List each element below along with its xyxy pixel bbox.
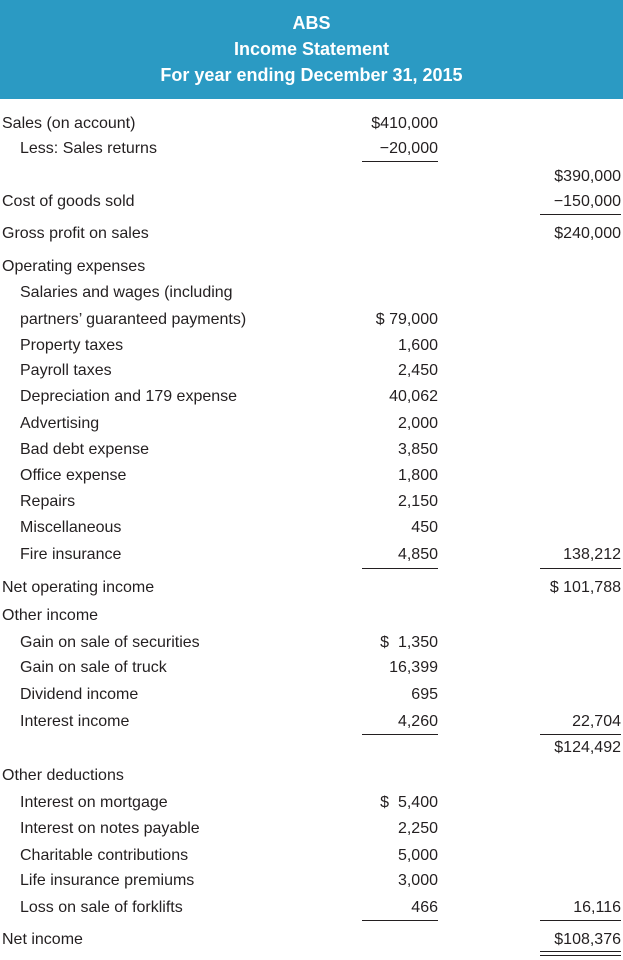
line-sales-returns bbox=[0, 137, 623, 161]
line-label: Property taxes bbox=[20, 337, 124, 354]
line-label: Net income bbox=[2, 931, 83, 948]
section-other-deductions bbox=[0, 764, 623, 788]
line-bad-debt bbox=[0, 438, 623, 462]
subtotal-rule bbox=[362, 161, 438, 162]
line-label: Charitable contributions bbox=[20, 847, 189, 864]
line-total: $108,376 bbox=[554, 931, 621, 948]
line-miscellaneous bbox=[0, 516, 623, 540]
line-interest-mortgage bbox=[0, 791, 623, 815]
line-amount: $ 5,400 bbox=[380, 794, 438, 811]
line-label: Dividend income bbox=[20, 686, 139, 703]
line-cogs bbox=[0, 190, 623, 214]
line-total: $240,000 bbox=[554, 225, 621, 242]
line-net-income bbox=[0, 928, 623, 952]
line-amount: $ 1,350 bbox=[380, 634, 438, 651]
line-amount: $ 79,000 bbox=[375, 311, 438, 328]
line-label: Miscellaneous bbox=[20, 519, 122, 536]
line-label: partners’ guaranteed payments) bbox=[20, 311, 247, 328]
subtotal-rule bbox=[362, 734, 438, 735]
line-office-expense bbox=[0, 464, 623, 488]
total-rule bbox=[540, 214, 621, 215]
line-gross-profit bbox=[0, 222, 623, 246]
line-label: Interest on notes payable bbox=[20, 820, 200, 837]
line-amount: 1,800 bbox=[397, 467, 438, 484]
statement-title: Income Statement bbox=[233, 39, 390, 59]
line-label: Net operating income bbox=[2, 579, 155, 596]
line-label: Office expense bbox=[20, 467, 127, 484]
section-label: Other deductions bbox=[2, 767, 124, 784]
line-amount: $410,000 bbox=[371, 115, 438, 132]
statement-header bbox=[0, 0, 623, 99]
subtotal-rule bbox=[362, 920, 438, 921]
section-label: Other income bbox=[2, 607, 99, 624]
line-amount: 16,399 bbox=[389, 659, 438, 676]
total-rule bbox=[540, 920, 621, 921]
line-advertising bbox=[0, 412, 623, 436]
line-charitable bbox=[0, 844, 623, 868]
line-total: 22,704 bbox=[572, 713, 621, 730]
line-label: Repairs bbox=[20, 493, 76, 510]
line-salaries-1 bbox=[0, 281, 623, 305]
line-total: $124,492 bbox=[554, 739, 621, 756]
line-total: $390,000 bbox=[554, 168, 621, 185]
line-fire-insurance bbox=[0, 543, 623, 567]
line-repairs bbox=[0, 490, 623, 514]
line-amount: 3,000 bbox=[397, 872, 438, 889]
line-label: Interest income bbox=[20, 713, 130, 730]
line-payroll-taxes bbox=[0, 359, 623, 383]
line-amount: 466 bbox=[411, 899, 438, 916]
line-subtotal-income bbox=[0, 736, 623, 760]
line-amount: 4,260 bbox=[397, 713, 438, 730]
line-amount: 3,850 bbox=[397, 441, 438, 458]
line-loss-forklifts bbox=[0, 896, 623, 920]
total-rule bbox=[540, 734, 621, 735]
line-label: Fire insurance bbox=[20, 546, 122, 563]
line-label: Sales (on account) bbox=[2, 115, 136, 132]
line-interest-notes bbox=[0, 817, 623, 841]
line-amount: 5,000 bbox=[397, 847, 438, 864]
double-underline bbox=[540, 951, 621, 956]
line-total: −150,000 bbox=[553, 193, 621, 210]
section-label: Operating expenses bbox=[2, 258, 146, 275]
line-label: Gain on sale of securities bbox=[20, 634, 200, 651]
line-label: Life insurance premiums bbox=[20, 872, 195, 889]
line-net-operating-income bbox=[0, 576, 623, 600]
line-gain-securities bbox=[0, 631, 623, 655]
line-amount: 695 bbox=[411, 686, 438, 703]
line-sales bbox=[0, 112, 623, 136]
line-label: Depreciation and 179 expense bbox=[20, 388, 238, 405]
line-total: $ 101,788 bbox=[549, 579, 621, 596]
line-label: Gain on sale of truck bbox=[20, 659, 167, 676]
line-salaries-2 bbox=[0, 308, 623, 332]
line-amount: 2,000 bbox=[397, 415, 438, 432]
line-label: Bad debt expense bbox=[20, 441, 149, 458]
line-total: 138,212 bbox=[563, 546, 621, 563]
total-rule bbox=[540, 568, 621, 569]
line-life-insurance bbox=[0, 869, 623, 893]
line-label: Less: Sales returns bbox=[20, 140, 157, 157]
line-total: 16,116 bbox=[573, 899, 621, 916]
line-amount: 40,062 bbox=[389, 388, 438, 405]
line-amount: −20,000 bbox=[379, 140, 438, 157]
line-amount: 450 bbox=[411, 519, 438, 536]
line-label: Interest on mortgage bbox=[20, 794, 168, 811]
line-amount: 2,150 bbox=[397, 493, 438, 510]
line-net-sales bbox=[0, 165, 623, 189]
statement-period: For year ending December 31, 2015 bbox=[160, 65, 463, 85]
section-operating-expenses bbox=[0, 255, 623, 279]
line-amount: 2,250 bbox=[397, 820, 438, 837]
line-depreciation bbox=[0, 385, 623, 409]
section-other-income bbox=[0, 604, 623, 628]
line-label: Loss on sale of forklifts bbox=[20, 899, 183, 916]
line-amount: 4,850 bbox=[397, 546, 438, 563]
line-label: Salaries and wages (including bbox=[20, 284, 233, 301]
line-property-taxes bbox=[0, 334, 623, 358]
company-name: ABS bbox=[292, 13, 331, 33]
line-interest-income bbox=[0, 710, 623, 734]
subtotal-rule bbox=[362, 568, 438, 569]
line-label: Advertising bbox=[20, 415, 100, 432]
line-label: Gross profit on sales bbox=[2, 225, 149, 242]
line-amount: 1,600 bbox=[397, 337, 438, 354]
line-dividend-income bbox=[0, 683, 623, 707]
line-gain-truck bbox=[0, 656, 623, 680]
line-label: Cost of goods sold bbox=[2, 193, 135, 210]
line-amount: 2,450 bbox=[397, 362, 438, 379]
line-label: Payroll taxes bbox=[20, 362, 112, 379]
